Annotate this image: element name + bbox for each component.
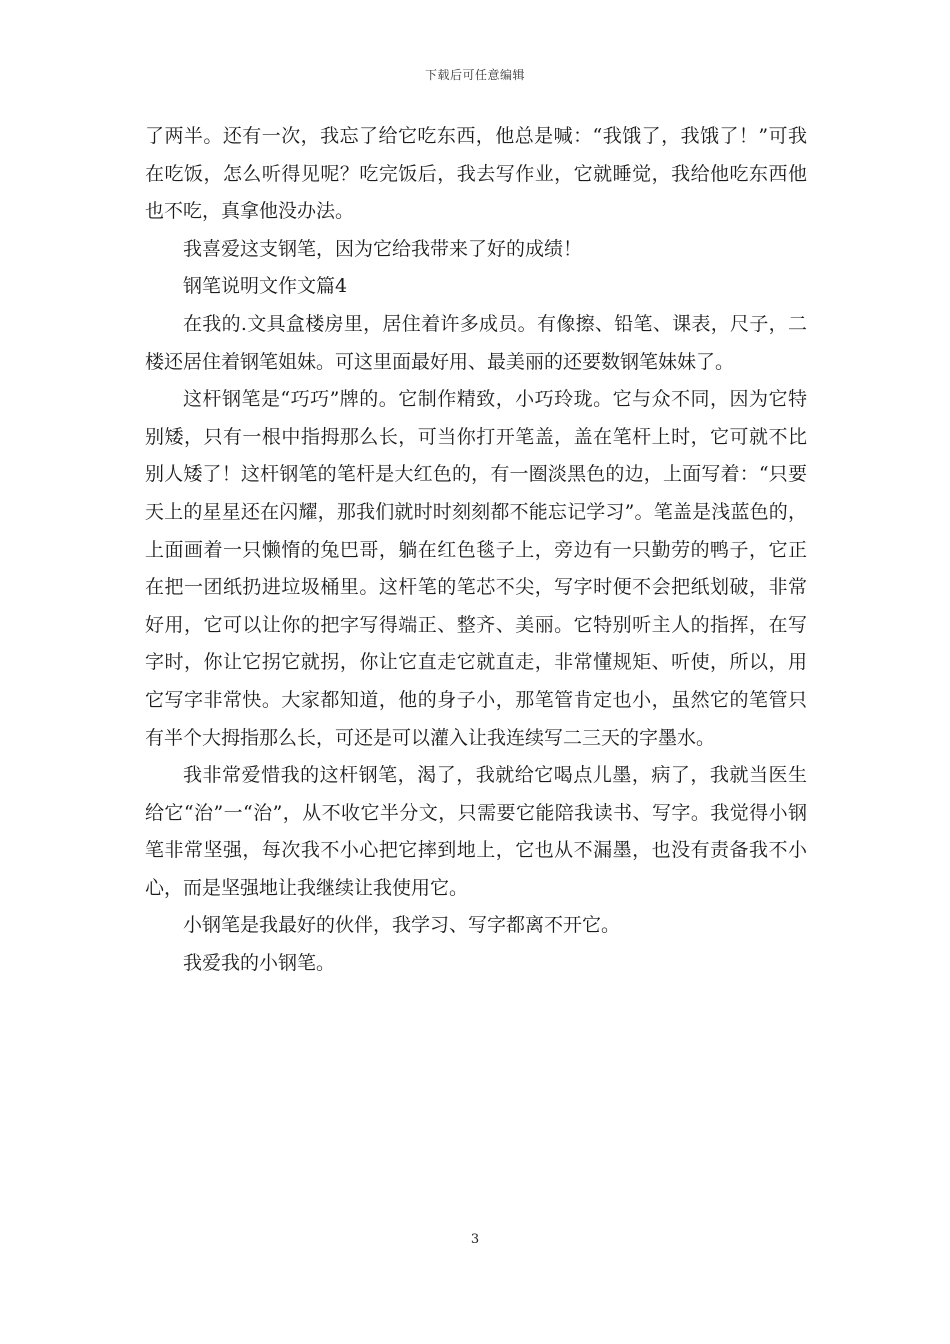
paragraph: 在我的.文具盒楼房里，居住着许多成员。有像擦、铅笔、课表，尺子，二楼还居住着钢笔姐妹。可这里面最好用、最美丽的还要数钢笔妹妹了。 <box>145 312 807 373</box>
page-number: 3 <box>470 1232 480 1247</box>
paragraph: 这杆钢笔是“巧巧”牌的。它制作精致，小巧玲珑。它与众不同，因为它特别矮，只有一根中指拇那么长，可当你打开笔盖，盖在笔杆上时，它可就不比别人矮了！这杆钢笔的笔杆是大红色的，有一圈淡黑色的边，上面写着：“只要天上的星星还在闪耀，那我们就时时刻刻都不能忘记学习”。笔盖是浅蓝色的，上面画着一只懒惰的兔巴哥，躺在红色毯子上，旁边有一只勤劳的鸭子，它正在把一团纸扔进垃圾桶里。这杆笔的笔芯不尖，写字时便不会把纸划破，非常好用，它可以让你的把字写得端正、整齐、美丽。它特别听主人的指挥，在写字时，你让它拐它就拐，你让它直走它就直走，非常懂规矩、听使，所以，用它写字非常快。大家都知道，他的身子小，那笔管肯定也小，虽然它的笔管只有半个大拇指那么长，可还是可以灌入让我连续写二三天的字墨水。 <box>145 388 807 749</box>
paragraph-continuation: 了两半。还有一次，我忘了给它吃东西，他总是喊：“我饿了，我饿了！”可我在吃饭，怎么听得见呢？吃完饭后，我去写作业，它就睡觉，我给他吃东西他也不吃，真拿他没办法。 <box>145 125 807 223</box>
page-header: 下载后可任意编辑 <box>424 68 525 82</box>
paragraph: 小钢笔是我最好的伙伴，我学习、写字都离不开它。 <box>183 914 621 937</box>
document-body <box>145 118 807 983</box>
paragraph: 我喜爱这支钢笔，因为它给我带来了好的成绩！ <box>183 237 583 260</box>
paragraph: 我非常爱惜我的这杆钢笔，渴了，我就给它喝点儿墨，病了，我就当医生给它“治”一“治”，从不收它半分文，只需要它能陪我读书、写字。我觉得小钢笔非常坚强，每次我不小心把它摔到地上，它也从不漏墨，也没有责备我不小心，而是坚强地让我继续让我使用它。 <box>145 764 807 899</box>
paragraph: 我爱我的小钢笔。 <box>183 952 336 975</box>
section-heading: 钢笔说明文作文篇4 <box>183 275 348 298</box>
